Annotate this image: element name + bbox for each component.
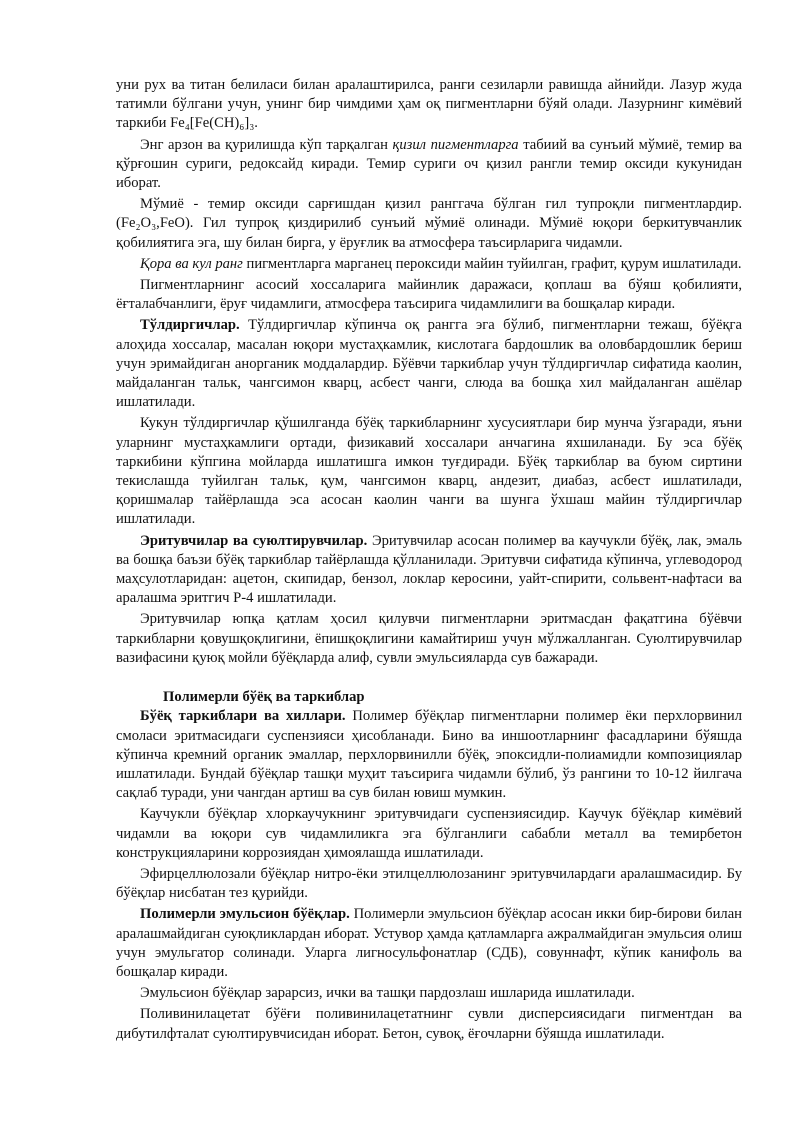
italic-term: қизил пигментларга	[392, 136, 519, 153]
paragraph-text: Эритувчилар асосан полимер ва каучукли бўёқ, лак, эмаль ва бошқа баъзи бўёқ таркиблар тайёрлашда қўлланилади. Эритувчи сифатида кўпинча, углеводород маҳсулотларидан: ацетон, скипидар, бензол, локлар керосини, уайт-спирити, сольвент-нафтаси ва аралашма эритгич Р-4 ишлатилади.	[116, 532, 742, 607]
paragraph-text: Поливинилацетат бўёғи поливинилацетатнинг сувли дисперсиясидаги пигментдан ва дибутилфталат суюлтирувчисидан иборат. Бетон, сувоқ, ёғочларни бўяшда ишлатилади.	[116, 1006, 742, 1042]
bold-term: Бўёқ таркиблари ва хиллари.	[140, 708, 346, 725]
paragraph-emulsion-paints	[116, 905, 742, 982]
bold-term: Полимерли эмульсион бўёқлар.	[140, 906, 350, 923]
italic-term: Қора ва кул ранг	[140, 255, 243, 272]
paragraph-text: Эмульсион бўёқлар зарарсиз, ички ва ташқи пардозлаш ишларида ишлатилади.	[140, 985, 635, 1002]
bold-term: Тўлдиргичлар.	[140, 317, 240, 334]
paragraph-powder-fillers	[116, 414, 742, 529]
paragraph-text: табиий ва сунъий мўмиё, темир ва қўрғошин суриги, редоксайд киради. Темир суриги оч қизил рангли темир оксиди кукунидан иборат.	[116, 136, 742, 192]
paragraph-solvent-purpose	[116, 610, 742, 668]
paragraph-paint-types	[116, 707, 742, 803]
section-heading: Полимерли бўёқ ва таркиблар	[163, 689, 365, 706]
paragraph-text: Кукун тўлдиргичлар қўшилганда бўёқ таркибларнинг хусусиятлари бир мунча ўзгаради, яъни уларнинг мустаҳкамлиги ортади, физикавий хоссалари анчагина яхшиланади. Бу эса бўёқ таркибини кўпгина мойларда ишлатишга имкон туғдиради. Бўёқ таркиблар ва буюм сиртини текислашда туйилган тальк, қум, чангсимон кварц, андезит, диабаз, асбест ишлатилади, қоришмалар тайёрлашда эса асосан каолин чанги ва шунга ўхшаш майин тўлдиргичлар ишлатилади.	[116, 415, 742, 528]
paragraph-cellulose-paints	[116, 865, 742, 903]
paragraph-text: Эритувчилар юпқа қатлам ҳосил қилувчи пигментларни эритмасдан фақатгина бўёвчи таркибларни қовушқоқлигини, ёпишқоқлигини камайтириш учун мўлжалланган. Суюлтирувчилар вазифасини қуюқ мойли бўёқларда алиф, сувли эмульсияларда сув бажаради.	[116, 611, 742, 666]
paragraph-text: Эфирцеллюлозали бўёқлар нитро-ёки этилцеллюлозанинг эритувчилардаги аралашмасидир. Бу бўёқлар нисбатан тез қурийди.	[116, 865, 742, 902]
paragraph-text: Полимерли эмульсион бўёқлар асосан икки бир-бирови билан аралашмайдиган суюқликлардан иборат. Устувор ҳамда қатламларга ажралмайдиган эмульсия олиш учун эмульгатор солинади. Уларга лигносульфонатлар (СДБ), совуннафт, кўпик канифоль ва бошқалар киради.	[116, 906, 742, 980]
paragraph-text: Мўмиё - темир оксиди сарғишдан қизил ранггача бўлган гил тупроқли пигментлардир. (Fe₂O₃,FeO). Гил тупроқ қиздирилиб сунъий мўмиё олинади. Мўмиё юқори беркитувчанлик қобилиятига эга, шу билан бирга, у ёруғлик ва атмосфера таъсирларига чидамли.	[116, 196, 742, 251]
paragraph-emulsion-use	[116, 984, 742, 1003]
paragraph-solvents	[116, 532, 742, 609]
paragraph-fillers	[116, 316, 742, 412]
paragraph-black-pigments	[116, 255, 742, 274]
paragraph-text: Полимер бўёқлар пигментларни полимер ёки перхлорвинил смоласи эритмасидаги суспензияси ҳисобланади. Бино ва иншоотларнинг фасадларини бўяшда кўпинча кремний органик эмаллар, перхлорвинилли бўёқ, эпоксидли-полиамидли композициялар ишлатилади. Бундай бўёқлар ташқи муҳит таъсирига чидамли бўлиб, ўз рангини то 10-12 йилгача сақлаб туради, уни чангдан артиш ва сув билан ювиш мумкин.	[116, 708, 742, 802]
paragraph-lazur	[116, 76, 742, 134]
paragraph-red-pigments	[116, 136, 742, 194]
paragraph-text: Пигментларнинг асосий хоссаларига майинлик даражаси, қоплаш ва бўяш қобилияти, ёғталабчанлиги, ёруғ чидамлиги, атмосфера таъсирига чидамлилиги ва бошқалар киради.	[116, 277, 742, 313]
paragraph-text: пигментларга марганец пероксиди майин туйилган, графит, қурум ишлатилади.	[242, 255, 742, 272]
paragraph-text: Энг арзон ва қурилишда кўп тарқалган	[140, 136, 393, 153]
paragraph-text: Тўлдиргичлар кўпинча оқ рангга эга бўлиб, пигментларни тежаш, бўёқга алоҳида хоссалар, масалан юқори мустаҳкамлик, кислотага бардошлик ва оловбардошлик бериш учун эримайдиган анорганик моддалардир. Бўёвчи таркиблар учун тўлдиргичлар сифатида каолин, майдаланган тальк, чангсимон кварц, асбест чанги, слюда ва бошқа хил майдаланган ашёлар ишлатилади.	[116, 317, 742, 411]
paragraph-rubber-paints	[116, 805, 742, 863]
bold-term: Эритувчилар ва суюлтирувчилар.	[140, 532, 368, 549]
document-page	[116, 76, 742, 1046]
paragraph-pva-paint	[116, 1005, 742, 1043]
paragraph-text: уни рух ва титан белиласи билан аралаштирилса, ранги сезиларли равишда айнийди. Лазур жуда татимли бўлгани учун, унинг бир чимдими ҳам оқ пигментларни бўяй олади. Лазурнинг кимёвий таркиби Fe₄[Fe(CH)₆]₃.	[116, 77, 742, 132]
paragraph-mumie	[116, 195, 742, 253]
paragraph-pigment-properties	[116, 276, 742, 314]
paragraph-text: Каучукли бўёқлар хлоркаучукнинг эритувчидаги суспензиясидир. Каучук бўёқлар кимёвий чидамли ва юқори сув чидамлиликга эга бўлганлиги сабабли металл ва темирбетон конструкцияларини коррозиядан ҳимоялашда ишлатилади.	[116, 806, 742, 861]
